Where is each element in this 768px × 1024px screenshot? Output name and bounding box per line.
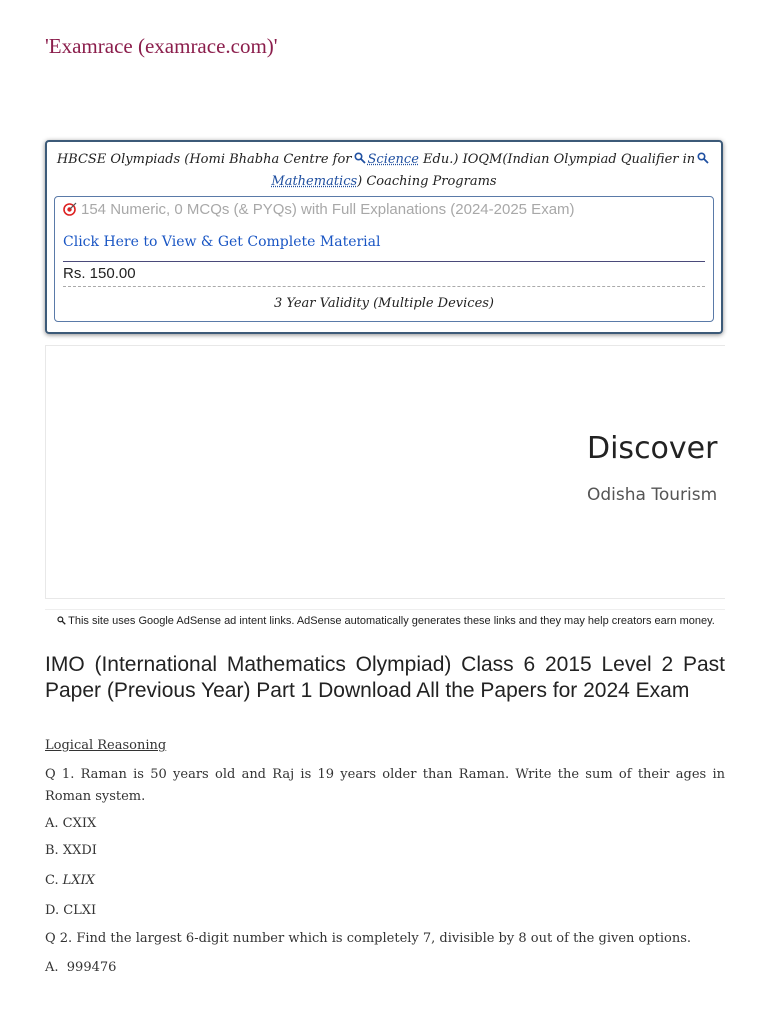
q1-option-c-prefix: C.	[45, 873, 59, 888]
divider	[63, 261, 705, 262]
promo-box	[45, 140, 723, 334]
promo-counts: 154 Numeric, 0 MCQs (& PYQs) with Full Explanations (2024-2025 Exam)	[81, 201, 575, 218]
science-link[interactable]: Science	[367, 152, 419, 167]
target-icon	[63, 202, 77, 216]
promo-counts-line	[63, 201, 575, 218]
price: Rs. 150.00	[63, 265, 136, 282]
search-icon	[57, 616, 66, 625]
q1-option-c	[45, 873, 95, 888]
promo-heading-part2: Edu.) IOQM(Indian Olympiad Qualifier in	[423, 152, 696, 167]
ad-title[interactable]: Discover	[587, 431, 718, 466]
section-label[interactable]: Logical Reasoning	[45, 738, 167, 753]
page-title: IMO (International Mathematics Olympiad) Class 6 2015 Level 2 Past Paper (Previous Year) Part 1 Download All the Papers for 2024 Exam	[45, 653, 725, 702]
promo-inner-box	[54, 196, 714, 322]
promo-heading-part1: HBCSE Olympiads (Homi Bhabha Centre for	[56, 152, 352, 167]
adsense-note	[45, 609, 725, 628]
promo-heading-part3: ) Coaching Programs	[357, 174, 497, 189]
adsense-note-text: This site uses Google AdSense ad intent links. AdSense automatically generates these links and they may help creators earn money.	[68, 615, 715, 627]
promo-heading	[47, 149, 721, 193]
q1-option-b: B. XXDI	[45, 843, 97, 858]
question-1: Q 1. Raman is 50 years old and Raj is 19 years older than Raman. Write the sum of their ages in Roman system.	[45, 767, 725, 804]
advertisement[interactable]	[45, 345, 725, 599]
site-title[interactable]: 'Examrace (examrace.com)'	[45, 34, 278, 58]
q2-option-a: A. 999476	[45, 960, 117, 975]
mathematics-link[interactable]: Mathematics	[271, 174, 358, 189]
search-icon	[697, 152, 709, 164]
search-icon	[354, 152, 366, 164]
ad-subtitle[interactable]: Odisha Tourism	[587, 485, 718, 505]
q1-option-c-value: LXIX	[62, 873, 95, 888]
view-material-link[interactable]: Click Here to View & Get Complete Material	[63, 234, 381, 250]
q1-option-d: D. CLXI	[45, 903, 97, 918]
validity-text: 3 Year Validity (Multiple Devices)	[273, 296, 495, 311]
divider	[63, 286, 705, 287]
question-2: Q 2. Find the largest 6-digit number which is completely 7, divisible by 8 out of the given options.	[45, 931, 692, 946]
q1-option-a: A. CXIX	[45, 816, 97, 831]
